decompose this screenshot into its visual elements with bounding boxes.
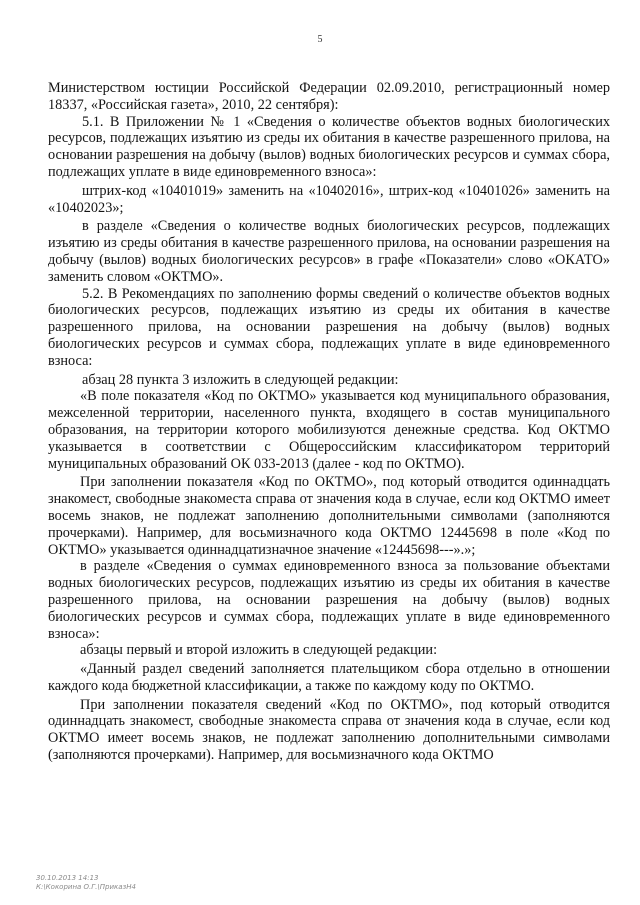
footer-timestamp: 30.10.2013 14:13 [36,874,99,882]
paragraph-5-1: 5.1. В Приложении № 1 «Сведения о количестве объектов водных биологических ресурсов, подлежащих изъятию из среды их обитания в качестве разрешенного прилова, на основании разрешения на добычу (вылов) водных биологических ресурсов и суммах сбора, подлежащих уплате в виде единовременного взноса»: [48,113,610,180]
document-body [48,80,610,764]
paragraph-abzac-28: абзац 28 пункта 3 изложить в следующей редакции: [82,371,399,388]
paragraph-oktmo-fill-2: При заполнении показателя сведений «Код по ОКТМО», под который отводится одиннадцать знакомест, свободные знакоместа справа от значения кода в случае, если код ОКТМО имеет восемь знаков, не подлежат заполнению дополнительными символами (заполняются прочерками). Например, для восьмизначного кода ОКТМО [48,696,610,764]
paragraph-oktmo-field: «В поле показателя «Код по ОКТМО» указывается код муниципального образования, межселенной территории, населенного пункта, входящего в состав муниципального образования, на территории которого мобилизуются денежные средства. Код ОКТМО указывается в соответствии с Общероссийским классификатором территорий муниципальных образований ОК 033-2013 (далее - код по ОКТМО). [48,388,610,472]
paragraph-intro: Министерством юстиции Российской Федерации 02.09.2010, регистрационный номер 18337, «Российская газета», 2010, 22 сентября): [48,80,610,113]
paragraph-oktmo-fill: При заполнении показателя «Код по ОКТМО», под который отводится одиннадцать знакомест, свободные знакоместа справа от значения кода в случае, если код ОКТМО имеет восемь знаков, не подлежат заполнению дополнительными символами (заполняются прочерками). Например, для восьмизначного кода ОКТМО 12445698 в поле «Код по ОКТМО» указывается одиннадцатизначное значение «12445698---».»; [48,474,610,558]
page-number: 5 [317,34,323,45]
paragraph-5-2: 5.2. В Рекомендациях по заполнению формы сведений о количестве объектов водных биологических ресурсов, подлежащих изъятию из среды их обитания в качестве разрешенного прилова, на основании разрешения на добычу (вылов) водных биологических ресурсов и суммах сбора, подлежащих уплате в виде единовременного взноса: [48,285,610,369]
document-footer [36,874,136,892]
paragraph-section-quantity: в разделе «Сведения о количестве водных биологических ресурсов, подлежащих изъятию из среды обитания в качестве разрешенного прилова, на основании разрешения на добычу (вылов) водных биологических ресурсов» в графе «Показатели» слово «ОКАТО» заменить словом «ОКТМО». [48,218,610,285]
footer-file-path: К:\Кокорина О.Г.\ПриказН4 [36,883,136,891]
paragraph-section-sums: в разделе «Сведения о суммах единовременного взноса за пользование объектами водных биологических ресурсов, подлежащих изъятию из среды их обитания в качестве разрешенного прилова, на основании разрешения на добычу (вылов) водных биологических ресурсов и суммах сбора, подлежащих уплате в виде единовременного взноса»: [48,558,610,642]
paragraph-barcode: штрих-код «10401019» заменить на «10402016», штрих-код «10401026» заменить на «10402023»; [48,182,610,216]
paragraph-section-filled: «Данный раздел сведений заполняется плательщиком сбора отдельно в отношении каждого кода бюджетной классификации, а также по каждому коду по ОКТМО. [48,661,610,694]
paragraph-abzacy: абзацы первый и второй изложить в следующей редакции: [80,642,438,659]
